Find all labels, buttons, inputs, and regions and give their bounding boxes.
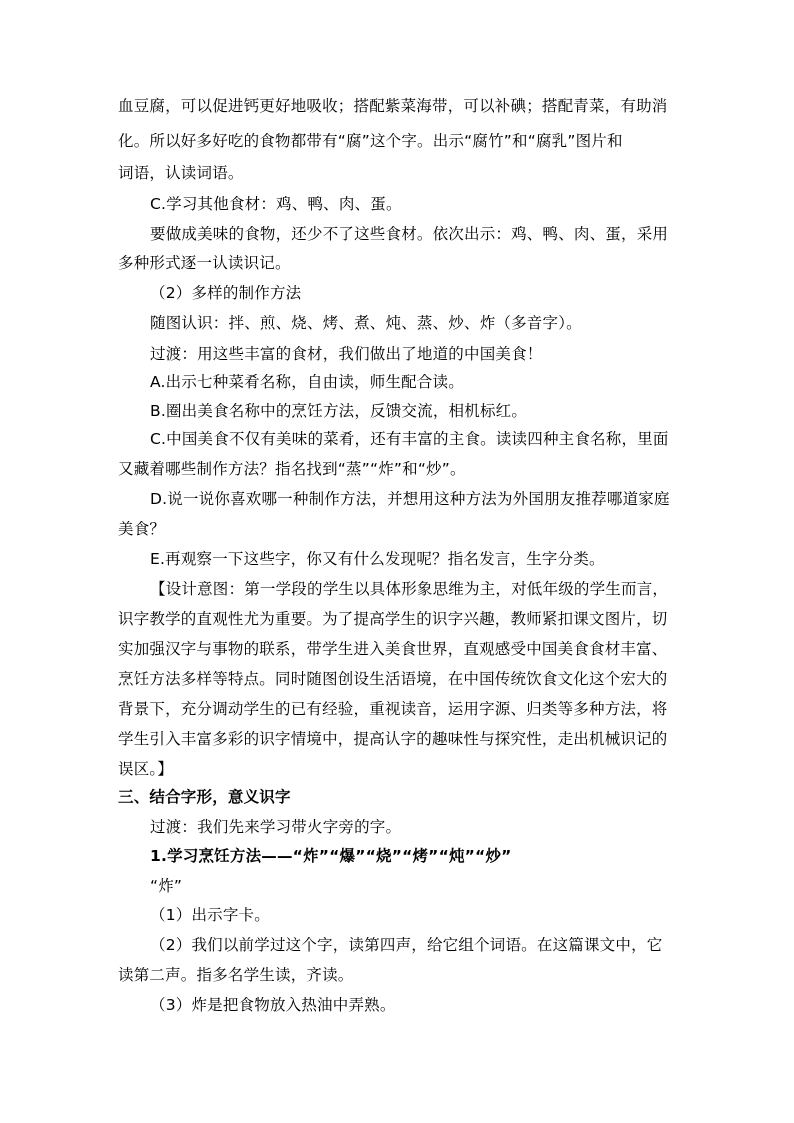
text-line: E.再观察一下这些字，你又有什么发现呢？指名发言，生字分类。	[150, 550, 605, 568]
step-heading: 1.学习烹饪方法——“炸”“爆”“烧”“烤”“炖”“炒”	[150, 847, 512, 865]
subsection-heading: （2）多样的制作方法	[150, 284, 302, 302]
design-intent-line: 【设计意图：第一学段的学生以具体形象思维为主，对低年级的学生而言，	[150, 580, 669, 598]
design-intent-line: 识字教学的直观性尤为重要。为了提高学生的识字兴趣，教师紧扣课文图片，切	[118, 610, 668, 628]
text-line: D.说一说你喜欢哪一种制作方法，并想用这种方法为外国朋友推荐哪道家庭	[150, 490, 670, 508]
text-line: B.圈出美食名称中的烹饪方法，反馈交流，相机标红。	[150, 402, 528, 420]
text-line: C.学习其他食材：鸡、鸭、肉、蛋。	[150, 195, 402, 213]
text-line: 过渡：用这些丰富的食材，我们做出了地道的中国美食！	[150, 345, 543, 363]
text-line: C.中国美食不仅有美味的菜肴，还有丰富的主食。读读四种主食名称，里面	[150, 430, 669, 448]
design-intent-line: 背景下，充分调动学生的已有经验，重视读音，运用字源、归类等多种方法，将	[118, 700, 668, 718]
design-intent-line: 误区。】	[118, 760, 174, 778]
text-line: 多种形式逐一认读识记。	[118, 254, 291, 272]
section-heading: 三、结合字形，意义识字	[118, 788, 291, 806]
text-line: 过渡：我们先来学习带火字旁的字。	[150, 818, 402, 836]
text-line: 要做成美味的食物，还少不了这些食材。依次出示：鸡、鸭、肉、蛋，采用	[150, 225, 669, 243]
design-intent-line: 学生引入丰富多彩的识字情境中，提高认字的趣味性与探究性，走出机械识记的	[118, 730, 668, 748]
character-label: “炸”	[150, 877, 183, 895]
text-line: 读第二声。指多名学生读，齐读。	[118, 966, 354, 984]
text-line: 随图认识：拌、煎、烧、烤、煮、炖、蒸、炒、炸（多音字）。	[150, 314, 582, 332]
text-line: （1）出示字卡。	[150, 906, 270, 924]
text-line: （3）炸是把食物放入热油中弄熟。	[150, 996, 396, 1014]
text-line: 美食？	[118, 520, 166, 538]
text-line: （2）我们以前学过这个字，读第四声，给它组个词语。在这篇课文中，它	[150, 936, 663, 954]
text-line: 血豆腐，可以促进钙更好地吸收；搭配紫菜海带，可以补碘；搭配青菜，有助消	[118, 97, 668, 115]
design-intent-line: 实加强汉字与事物的联系，带学生进入美食世界，直观感受中国美食食材丰富、	[118, 640, 668, 658]
text-line: A.出示七种菜肴名称，自由读，师生配合读。	[150, 373, 464, 391]
text-line: 词语，认读词语。	[118, 164, 244, 182]
text-line: 化。所以好多好吃的食物都带有“腐”这个字。出示“腐竹”和“腐乳”图片和	[118, 132, 623, 150]
text-line: 又藏着哪些制作方法？指名找到“蒸”“炸”和“炒”。	[118, 460, 466, 478]
design-intent-line: 烹饪方法多样等特点。同时随图创设生活语境，在中国传统饮食文化这个宏大的	[118, 670, 668, 688]
